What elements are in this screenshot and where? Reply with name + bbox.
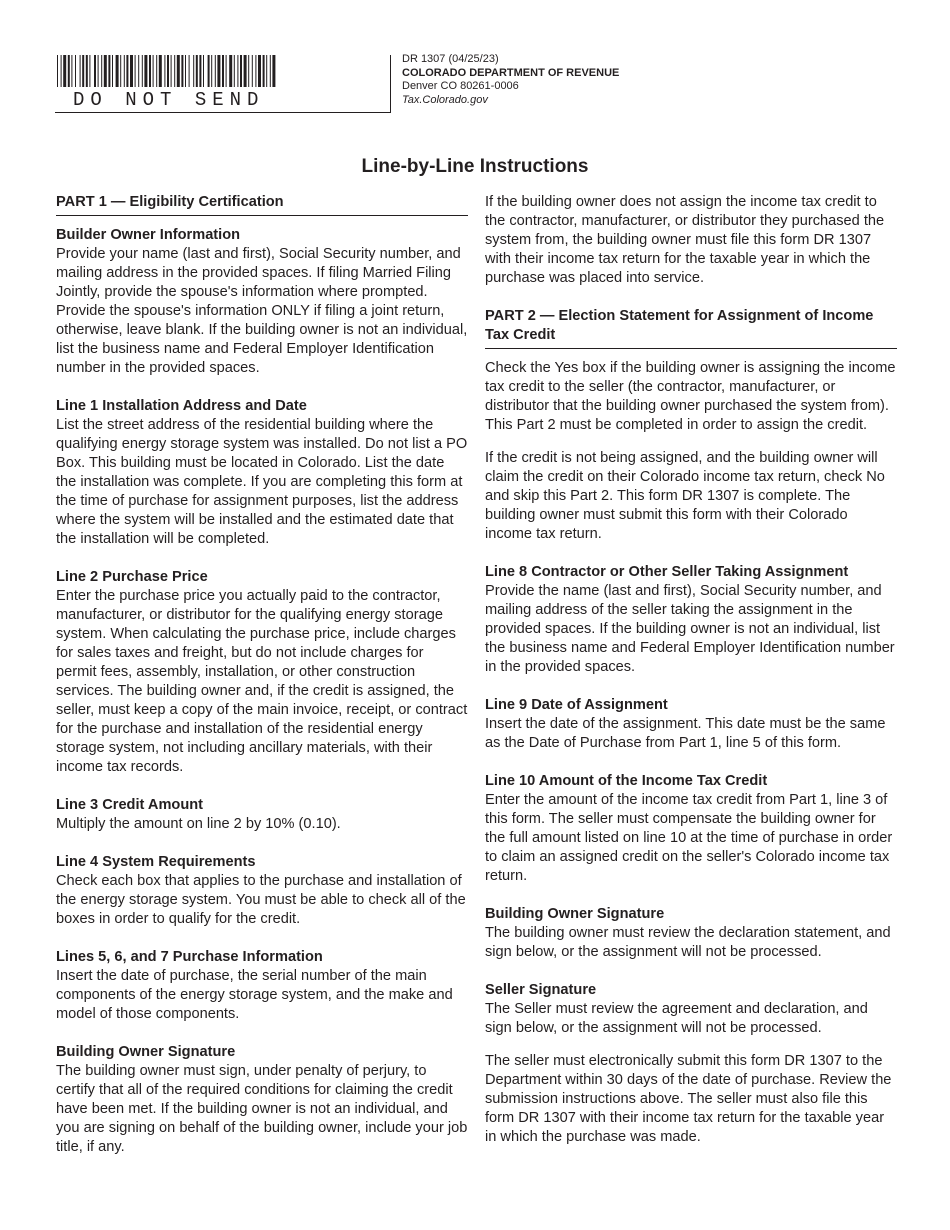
barcode-bar bbox=[149, 55, 151, 87]
barcode-bar bbox=[104, 55, 107, 87]
barcode-bar bbox=[108, 55, 110, 87]
section-owner-signature bbox=[485, 905, 897, 962]
section-heading: Building Owner Signature bbox=[56, 1044, 236, 1060]
barcode-bar bbox=[94, 55, 96, 87]
barcode-bar bbox=[142, 55, 143, 87]
agency-website: Tax.Colorado.gov bbox=[402, 93, 488, 106]
barcode-bar bbox=[199, 55, 201, 87]
barcode-bar bbox=[116, 55, 119, 87]
part2-paragraph: Check the Yes box if the building owner is assigning the income tax credit to the seller (the contractor, manufacturer, or distributor that the building owner purchased the system from). This Part 2 must be completed in order to assign the credit. bbox=[485, 360, 896, 433]
part2-heading: PART 2 — Election Statement for Assignment of Income Tax Credit bbox=[485, 307, 897, 349]
barcode-bar bbox=[101, 55, 102, 87]
section-body: Insert the date of the assignment. This date must be the same as the Date of Purchase from Part 1, line 5 of this form. bbox=[485, 716, 886, 751]
section-body: Enter the purchase price you actually paid to the contractor, manufacturer, or distributor for the qualifying energy storage system. When calculating the purchase price, include charges for sales taxes and freight, but do not include charges for permit fees, assembly, installation, or other construction services. The building owner and, if the credit is assigned, the seller, must keep a copy of the main invoice, receipt, or contract for the purchase and installation of the residential energy storage system, not including ancillary materials, with their income tax records. bbox=[56, 588, 468, 775]
section-body: The building owner must sign, under penalty of perjury, to certify that all of the required conditions for claiming the credit have been met. If the building owner is not an individual, and you are signing on behalf of the building owner, include your job title, if any. bbox=[56, 1063, 468, 1155]
barcode-bar bbox=[68, 55, 70, 87]
barcode-bar bbox=[124, 55, 125, 87]
section-heading: Building Owner Signature bbox=[485, 906, 665, 922]
part2-paragraph: If the credit is not being assigned, and the building owner will claim the credit on their Colorado income tax return, check No and skip this Part 2. This form DR 1307 is complete. The building owner must submit this form with their Colorado income tax return. bbox=[485, 450, 885, 542]
barcode-bar bbox=[208, 55, 210, 87]
barcode-bar bbox=[234, 55, 235, 87]
section-line-8 bbox=[485, 563, 897, 677]
section-body: Insert the date of purchase, the serial number of the main components of the energy storage system, and the make and model of those components. bbox=[56, 968, 453, 1022]
barcode-bar bbox=[171, 55, 172, 87]
section-heading: Line 2 Purchase Price bbox=[56, 569, 208, 585]
section-body: Check each box that applies to the purchase and installation of the energy storage system. You must be able to check all of the boxes in order to qualify for the credit. bbox=[56, 873, 466, 927]
section-body: Provide the name (last and first), Social Security number, and mailing address of the seller taking the assignment in the provided spaces. If the building owner is not an individual, list the business name and Federal Employer Identification number in the provided spaces. bbox=[485, 583, 895, 675]
barcode-bar bbox=[211, 55, 212, 87]
section-heading: Line 9 Date of Assignment bbox=[485, 697, 668, 713]
barcode-bar bbox=[181, 55, 183, 87]
right-column bbox=[485, 193, 897, 1147]
section-body: The Seller must review the agreement and declaration, and sign below, or the assignment will not be processed. bbox=[485, 1001, 868, 1036]
section-heading: Builder Owner Information bbox=[56, 227, 241, 243]
barcode-bar bbox=[203, 55, 204, 87]
barcode-bar bbox=[159, 55, 162, 87]
non-assignment-intro: If the building owner does not assign the income tax credit to the contractor, manufacturer, or distributor they purchased the system from, the building owner must file this form DR 1307 with their income tax return for the taxable year in which the purchase was placed into service. bbox=[485, 194, 885, 286]
barcode-bar bbox=[61, 55, 62, 87]
section-heading: Line 3 Credit Amount bbox=[56, 797, 204, 813]
barcode-bar bbox=[126, 55, 128, 87]
barcode-bar bbox=[240, 55, 242, 87]
barcode-bar bbox=[57, 55, 58, 87]
section-seller-signature bbox=[485, 981, 897, 1038]
section-heading: Line 1 Installation Address and Date bbox=[56, 398, 307, 414]
barcode-bar bbox=[75, 55, 76, 87]
barcode-bar bbox=[153, 55, 154, 87]
barcode-bar bbox=[229, 55, 232, 87]
section-lines-5-6-7 bbox=[56, 948, 468, 1024]
barcode-bar bbox=[255, 55, 256, 87]
agency-address: Denver CO 80261-0006 bbox=[402, 80, 519, 92]
section-building-owner-signature bbox=[56, 1043, 468, 1157]
barcode-bar bbox=[185, 55, 186, 87]
section-heading: Line 8 Contractor or Other Seller Taking Assignment bbox=[485, 564, 849, 580]
barcode-bar bbox=[138, 55, 139, 87]
barcode-bar bbox=[196, 55, 198, 87]
section-body: Provide your name (last and first), Social Security number, and mailing address in the provided spaces. If filing Married Filing Jointly, provide the spouse's information where prompted. Provide the spouse's information ONLY if filing a joint return, otherwise, leave blank. If the building owner is not an individual, list the business name and Federal Employer Identification number in the provided spaces. bbox=[56, 246, 468, 376]
barcode-bar bbox=[120, 55, 121, 87]
barcode-bar bbox=[263, 55, 265, 87]
barcode-bar bbox=[80, 55, 81, 87]
section-line-4 bbox=[56, 853, 468, 929]
barcode-bar bbox=[82, 55, 84, 87]
barcode-area bbox=[55, 55, 391, 113]
section-body: Enter the amount of the income tax credit from Part 1, line 3 of this form. The seller must compensate the building owner for the full amount listed on line 10 at the time of purchase in order to claim an assigned credit on the seller's Colorado income tax return. bbox=[485, 792, 893, 884]
barcode-bar bbox=[89, 55, 90, 87]
barcode-bar bbox=[226, 55, 227, 87]
barcode-bar bbox=[237, 55, 238, 87]
barcode-bar bbox=[177, 55, 180, 87]
barcode-bar bbox=[266, 55, 267, 87]
barcode-bar bbox=[86, 55, 88, 87]
barcode-bar bbox=[63, 55, 66, 87]
section-body: The building owner must review the declaration statement, and sign below, or the assignment will not be processed. bbox=[485, 925, 891, 960]
section-body: Multiply the amount on line 2 by 10% (0.10). bbox=[56, 816, 341, 832]
section-heading: Seller Signature bbox=[485, 982, 597, 998]
barcode-bar bbox=[258, 55, 261, 87]
part1-heading: PART 1 — Eligibility Certification bbox=[56, 193, 468, 216]
form-id: DR 1307 (04/25/23) bbox=[402, 53, 499, 65]
section-line-10 bbox=[485, 772, 897, 886]
barcode-bar bbox=[71, 55, 72, 87]
section-line-1 bbox=[56, 397, 468, 549]
barcode-bar bbox=[217, 55, 220, 87]
left-column bbox=[56, 193, 468, 1157]
barcode-bar bbox=[156, 55, 157, 87]
barcode-bar bbox=[193, 55, 194, 87]
barcode-bar bbox=[270, 55, 271, 87]
form-header bbox=[402, 53, 619, 107]
barcode-bar bbox=[112, 55, 113, 87]
barcode-bar bbox=[144, 55, 147, 87]
section-line-2 bbox=[56, 568, 468, 777]
barcode-bar bbox=[222, 55, 224, 87]
section-heading: Line 10 Amount of the Income Tax Credit bbox=[485, 773, 768, 789]
barcode-bar bbox=[98, 55, 99, 87]
barcode-bar bbox=[174, 55, 175, 87]
do-not-send-label: DO NOT SEND bbox=[73, 89, 265, 111]
barcode-bar bbox=[244, 55, 247, 87]
barcode-bar bbox=[252, 55, 253, 87]
closing-paragraph: The seller must electronically submit this form DR 1307 to the Department within 30 days of the date of purchase. Review the submission instructions above. The seller must also file this form DR 1307 with their income tax return for the taxable year in which the purchase was made. bbox=[485, 1053, 892, 1145]
barcode-bar bbox=[248, 55, 249, 87]
barcode-image bbox=[57, 55, 277, 87]
section-body: List the street address of the residential building where the qualifying energy storage system was installed. Do not list a PO Box. This building must be located in Colorado. List the date the installation was complete. If you are completing this form at the time of purchase for assignment purposes, list the address where the system will be installed and the estimated date that the installation will be completed. bbox=[56, 417, 468, 547]
agency-name: COLORADO DEPARTMENT OF REVENUE bbox=[402, 66, 620, 79]
section-line-9 bbox=[485, 696, 897, 753]
barcode-bar bbox=[164, 55, 165, 87]
section-builder-owner-info bbox=[56, 226, 468, 378]
barcode-bar bbox=[272, 55, 275, 87]
barcode-bar bbox=[189, 55, 190, 87]
barcode-bar bbox=[215, 55, 216, 87]
section-heading: Line 4 System Requirements bbox=[56, 854, 256, 870]
section-heading: Lines 5, 6, and 7 Purchase Information bbox=[56, 949, 323, 965]
barcode-bar bbox=[135, 55, 136, 87]
page-title: Line-by-Line Instructions bbox=[361, 156, 589, 177]
section-line-3 bbox=[56, 796, 468, 834]
barcode-bar bbox=[167, 55, 169, 87]
barcode-bar bbox=[130, 55, 133, 87]
